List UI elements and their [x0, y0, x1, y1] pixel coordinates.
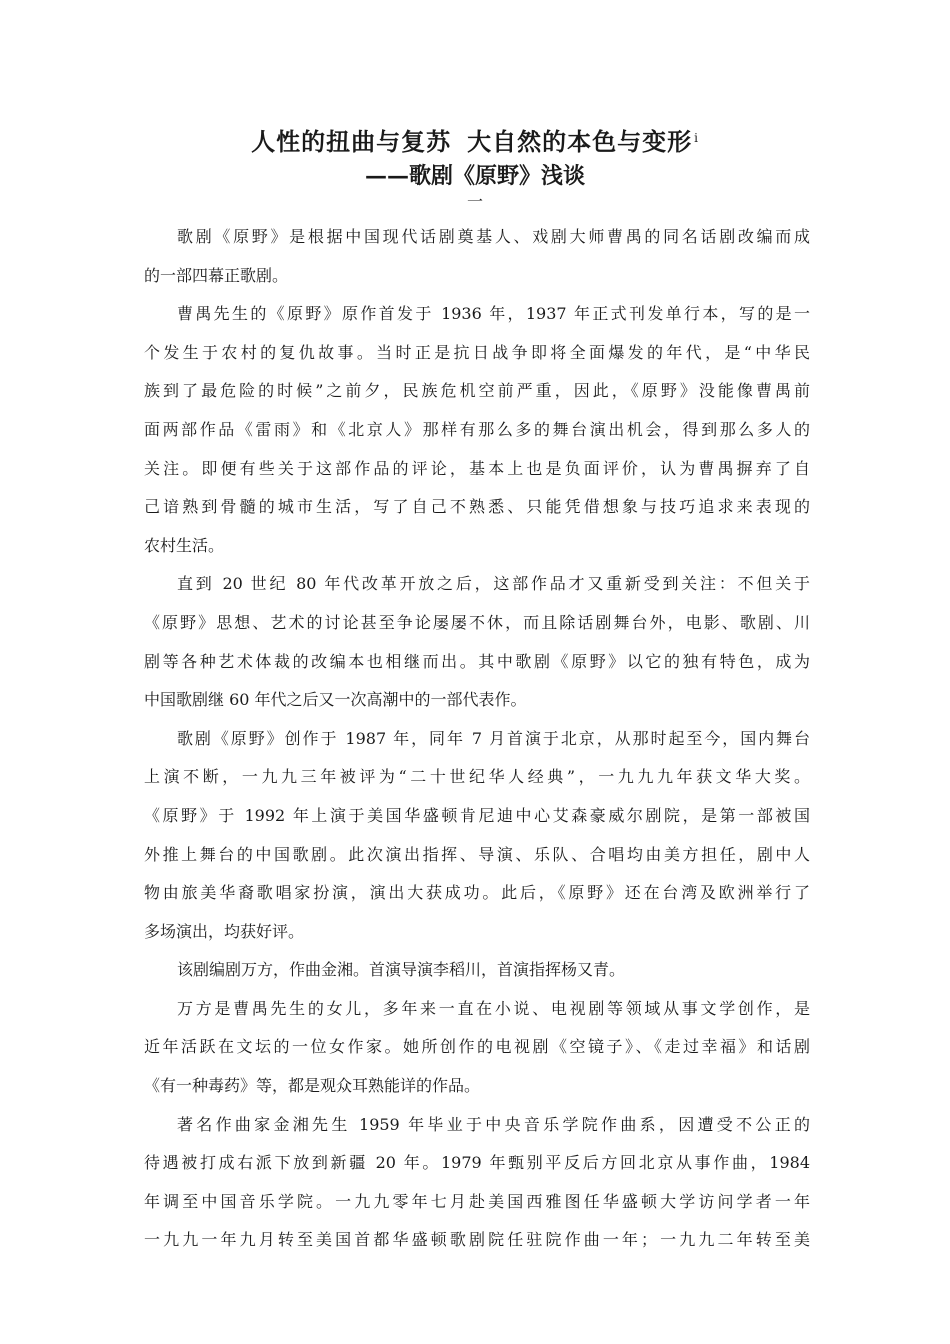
text-line: 年调至中国音乐学院。一九九零年七月赴美国西雅图任华盛顿大学访问学者一年 [144, 1191, 810, 1211]
text-line: 个发生于农村的复仇故事。当时正是抗日战争即将全面爆发的年代，是“中华民 [144, 342, 810, 362]
text-line: 著名作曲家金湘先生 1959 年毕业于中央音乐学院作曲系，因遭受不公正的 [177, 1114, 810, 1134]
body-text [144, 218, 810, 1260]
title-part-2: 大自然的本色与变形 [467, 127, 693, 156]
text-line: 己谙熟到骨髓的城市生活，写了自己不熟悉、只能凭借想象与技巧追求来表现的 [144, 497, 810, 517]
text-line: 的一部四幕正歌剧。 [144, 265, 289, 285]
page-subtitle: ——歌剧《原野》浅谈 [364, 163, 585, 189]
text-line: 外推上舞台的中国歌剧。此次演出指挥、导演、乐队、合唱均由美方担任，剧中人 [144, 844, 810, 864]
text-line: 《原野》于 1992 年上演于美国华盛顿肯尼迪中心艾森豪威尔剧院，是第一部被国 [144, 805, 810, 825]
text-line: 物由旅美华裔歌唱家扮演，演出大获成功。此后，《原野》还在台湾及欧洲举行了 [144, 883, 810, 903]
text-line: 族到了最危险的时候”之前夕，民族危机空前严重，因此，《原野》没能像曹禺前 [144, 381, 810, 401]
text-line: 曹禺先生的《原野》原作首发于 1936 年，1937 年正式刊发单行本，写的是一 [177, 304, 810, 324]
text-line: 《原野》思想、艺术的讨论甚至争论屡屡不休，而且除话剧舞台外，电影、歌剧、川 [144, 612, 810, 632]
page-title [0, 126, 950, 158]
text-line: 剧等各种艺术体裁的改编本也相继而出。其中歌剧《原野》以它的独有特色，成为 [144, 651, 810, 671]
text-line: 上演不断，一九九三年被评为“二十世纪华人经典”，一九九九年获文华大奖。 [144, 767, 810, 787]
text-line: 农村生活。 [144, 535, 225, 555]
title-footnote-marker[interactable]: i [694, 131, 699, 145]
text-line: 一九九一年九月转至美国首都华盛顿歌剧院任驻院作曲一年；一九九二年转至美 [144, 1230, 810, 1250]
text-line: 多场演出，均获好评。 [144, 921, 305, 941]
text-line: 《有一种毒药》等，都是观众耳熟能详的作品。 [144, 1076, 481, 1096]
text-line: 直到 20 世纪 80 年代改革开放之后，这部作品才又重新受到关注：不但关于 [177, 574, 810, 594]
text-line: 面两部作品《雷雨》和《北京人》那样有那么多的舞台演出机会，得到那么多人的 [144, 419, 810, 439]
text-line: 待遇被打成右派下放到新疆 20 年。1979 年甄别平反后方回北京从事作曲，1984 [144, 1153, 810, 1173]
text-line: 歌剧《原野》是根据中国现代话剧奠基人、戏剧大师曹禺的同名话剧改编而成 [177, 227, 810, 246]
text-line: 中国歌剧继 60 年代之后又一次高潮中的一部代表作。 [144, 690, 527, 710]
text-line: 万方是曹禺先生的女儿，多年来一直在小说、电视剧等领域从事文学创作，是 [177, 998, 810, 1018]
text-line: 歌剧《原野》创作于 1987 年，同年 7 月首演于北京，从那时起至今，国内舞台 [177, 728, 810, 748]
section-number: 一 [466, 192, 483, 211]
text-line: 该剧编剧万方，作曲金湘。首演导演李稻川，首演指挥杨又青。 [177, 960, 626, 980]
title-part-1: 人性的扭曲与复苏 [251, 127, 452, 156]
text-line: 关注。即便有些关于这部作品的评论，基本上也是负面评价，认为曹禺摒弃了自 [144, 458, 810, 478]
text-line: 近年活跃在文坛的一位女作家。她所创作的电视剧《空镜子》、《走过幸福》和话剧 [144, 1037, 810, 1057]
